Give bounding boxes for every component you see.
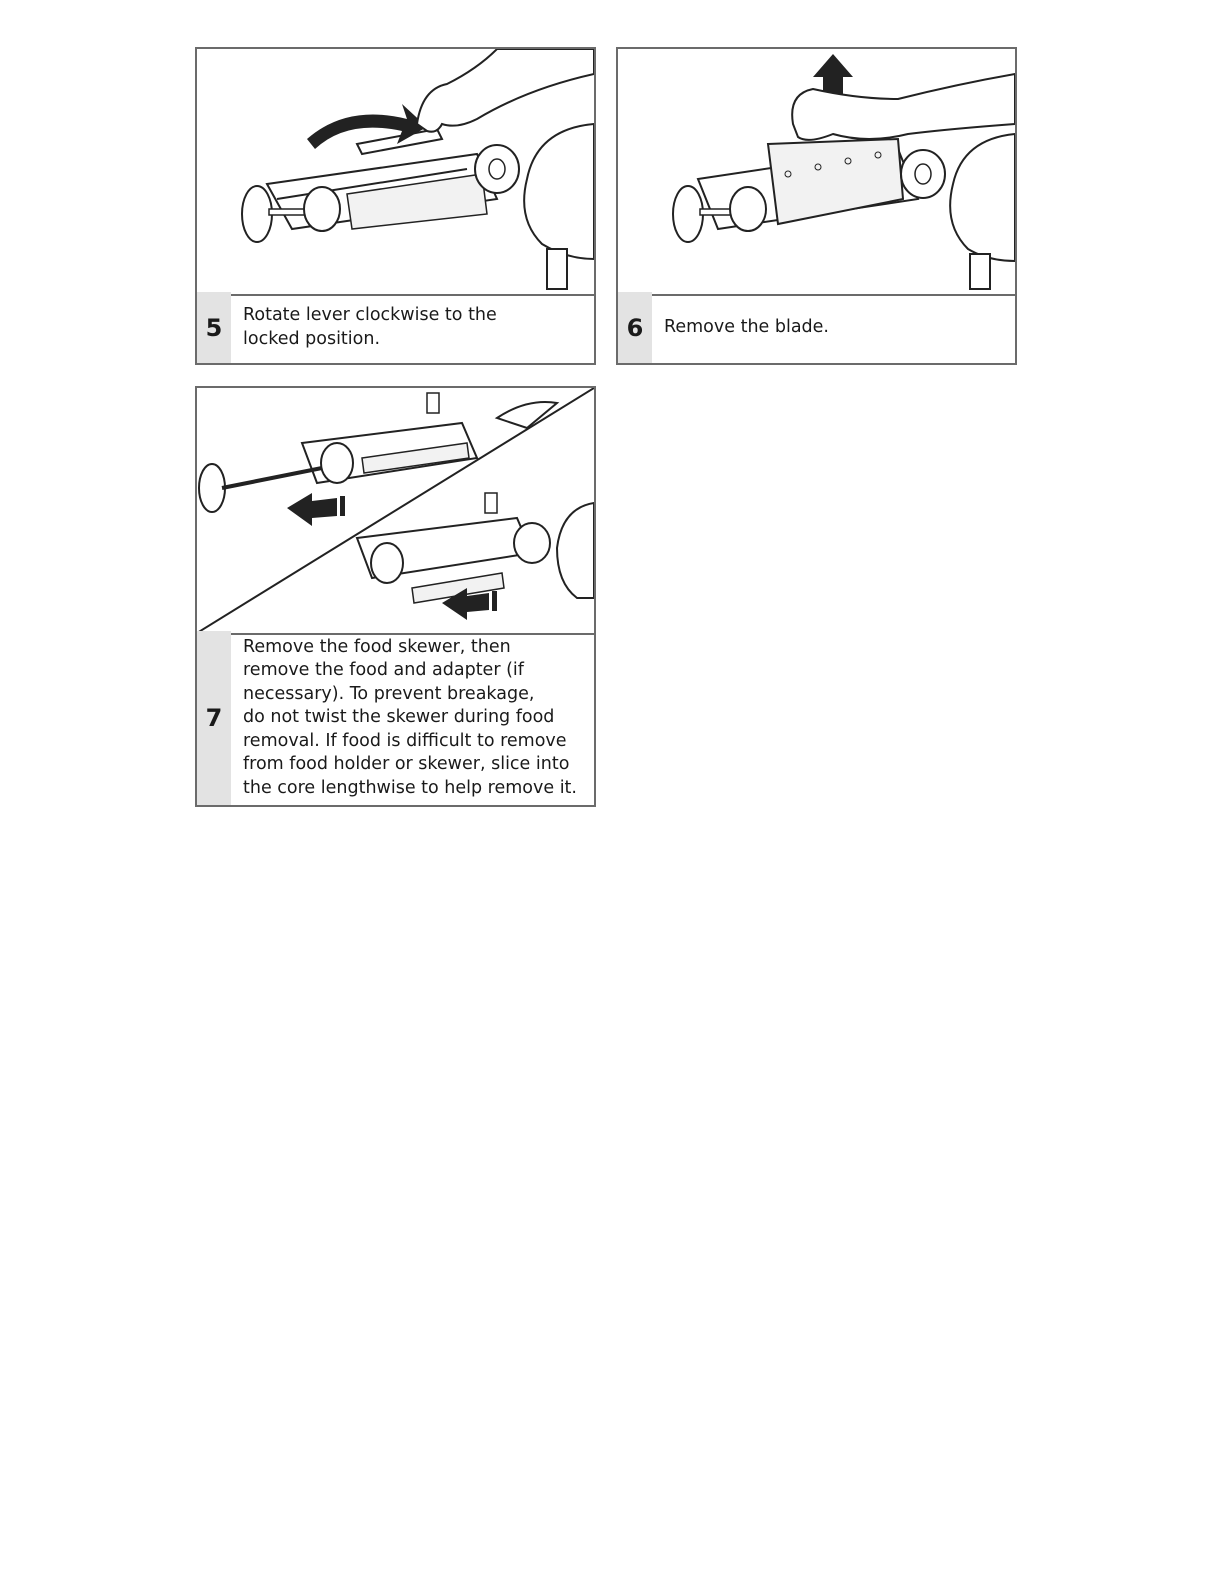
step-instruction: Rotate lever clockwise to the locked position.: [243, 305, 497, 349]
step-instruction: Remove the blade.: [664, 316, 829, 337]
step-panel-6: [616, 47, 1017, 365]
spiralizer-lever-illustration: [197, 49, 594, 294]
step-panel-5: [195, 47, 596, 365]
left-arrow-icon: [287, 493, 337, 526]
step-panel-7: [195, 386, 596, 807]
step-6-caption: [618, 292, 1015, 363]
spiralizer-blade-illustration: [618, 49, 1015, 294]
step-instruction: Remove the food skewer, then remove the food and adapter (if necessary). To prevent breakage, do not twist the skewer during food removal. If food is difficult to remove from food holder or skewer, slice into the core lengthwise to help remove it.: [243, 636, 577, 798]
step-number: 5: [197, 292, 231, 363]
step-6-illustration: [618, 49, 1015, 296]
step-5-caption: [197, 292, 594, 363]
step-7-caption: [197, 631, 594, 805]
step-7-illustration: [197, 388, 594, 635]
step-number: 6: [618, 292, 652, 363]
step-5-illustration: [197, 49, 594, 296]
step-number: 7: [197, 631, 231, 805]
skewer-removal-illustration: [197, 388, 594, 633]
up-arrow-icon: [813, 54, 853, 94]
